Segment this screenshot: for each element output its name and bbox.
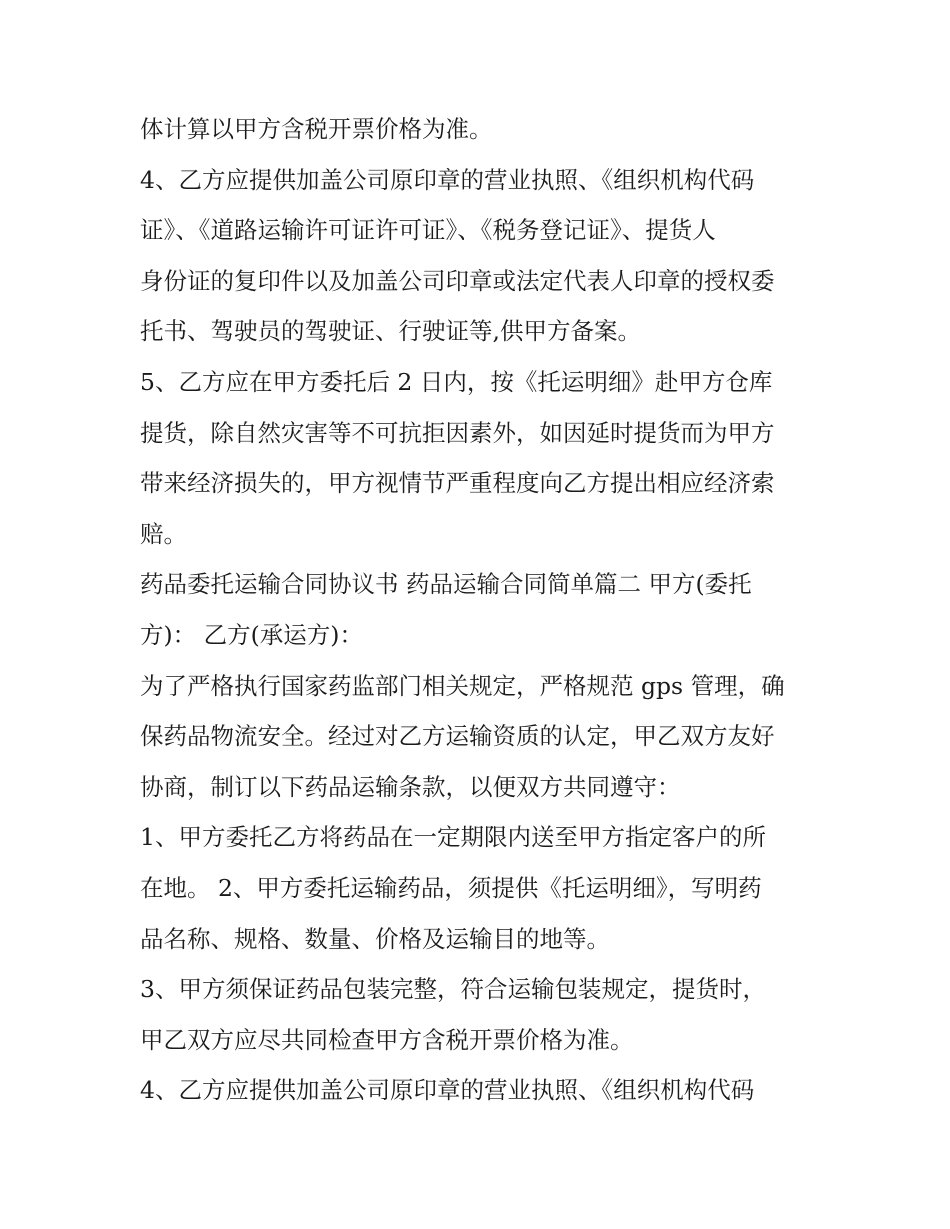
text-line: 在地。 2、甲方委托运输药品，须提供《托运明细》，写明药 — [140, 873, 762, 902]
text-line: 体计算以甲方含税开票价格为准。 — [140, 115, 493, 143]
document-body — [140, 104, 820, 1116]
text-line: 保药品物流安全。经过对乙方运输资质的认定，甲乙双方友好 — [140, 722, 775, 751]
text-line: 身份证的复印件以及加盖公司印章或法定代表人印章的授权委 — [140, 266, 775, 295]
text-line: 方)： 乙方(承运方)： — [140, 620, 363, 649]
text-line: 协商，制订以下药品运输条款，以便双方共同遵守： — [140, 772, 681, 801]
text-line: 4、乙方应提供加盖公司原印章的营业执照、《组织机构代码 — [140, 165, 755, 194]
text-line: 品名称、规格、数量、价格及运输目的地等。 — [140, 924, 610, 953]
text-line: 为了严格执行国家药监部门相关规定，严格规范 gps 管理，确 — [140, 671, 785, 700]
text-line: 3、甲方须保证药品包装完整，符合运输包装规定，提货时， — [140, 975, 766, 1004]
text-line: 甲乙双方应尽共同检查甲方含税开票价格为准。 — [140, 1025, 634, 1054]
text-line: 托书、驾驶员的驾驶证、行驶证等,供甲方备案。 — [140, 317, 641, 346]
text-line: 5、乙方应在甲方委托后 2 日内，按《托运明细》赴甲方仓库 — [140, 367, 773, 396]
text-line: 带来经济损失的，甲方视情节严重程度向乙方提出相应经济索 — [140, 469, 775, 498]
text-line: 证》、《道路运输许可证许可证》、《税务登记证》、提货人 — [140, 216, 716, 245]
text-line: 提货，除自然灾害等不可抗拒因素外，如因延时提货而为甲方 — [140, 418, 775, 447]
text-line: 药品委托运输合同协议书 药品运输合同简单篇二 甲方(委托 — [140, 570, 752, 599]
text-line: 1、甲方委托乙方将药品在一定期限内送至甲方指定客户的所 — [140, 823, 766, 852]
text-line: 赔。 — [140, 519, 187, 548]
text-line: 4、乙方应提供加盖公司原印章的营业执照、《组织机构代码 — [140, 1076, 755, 1105]
